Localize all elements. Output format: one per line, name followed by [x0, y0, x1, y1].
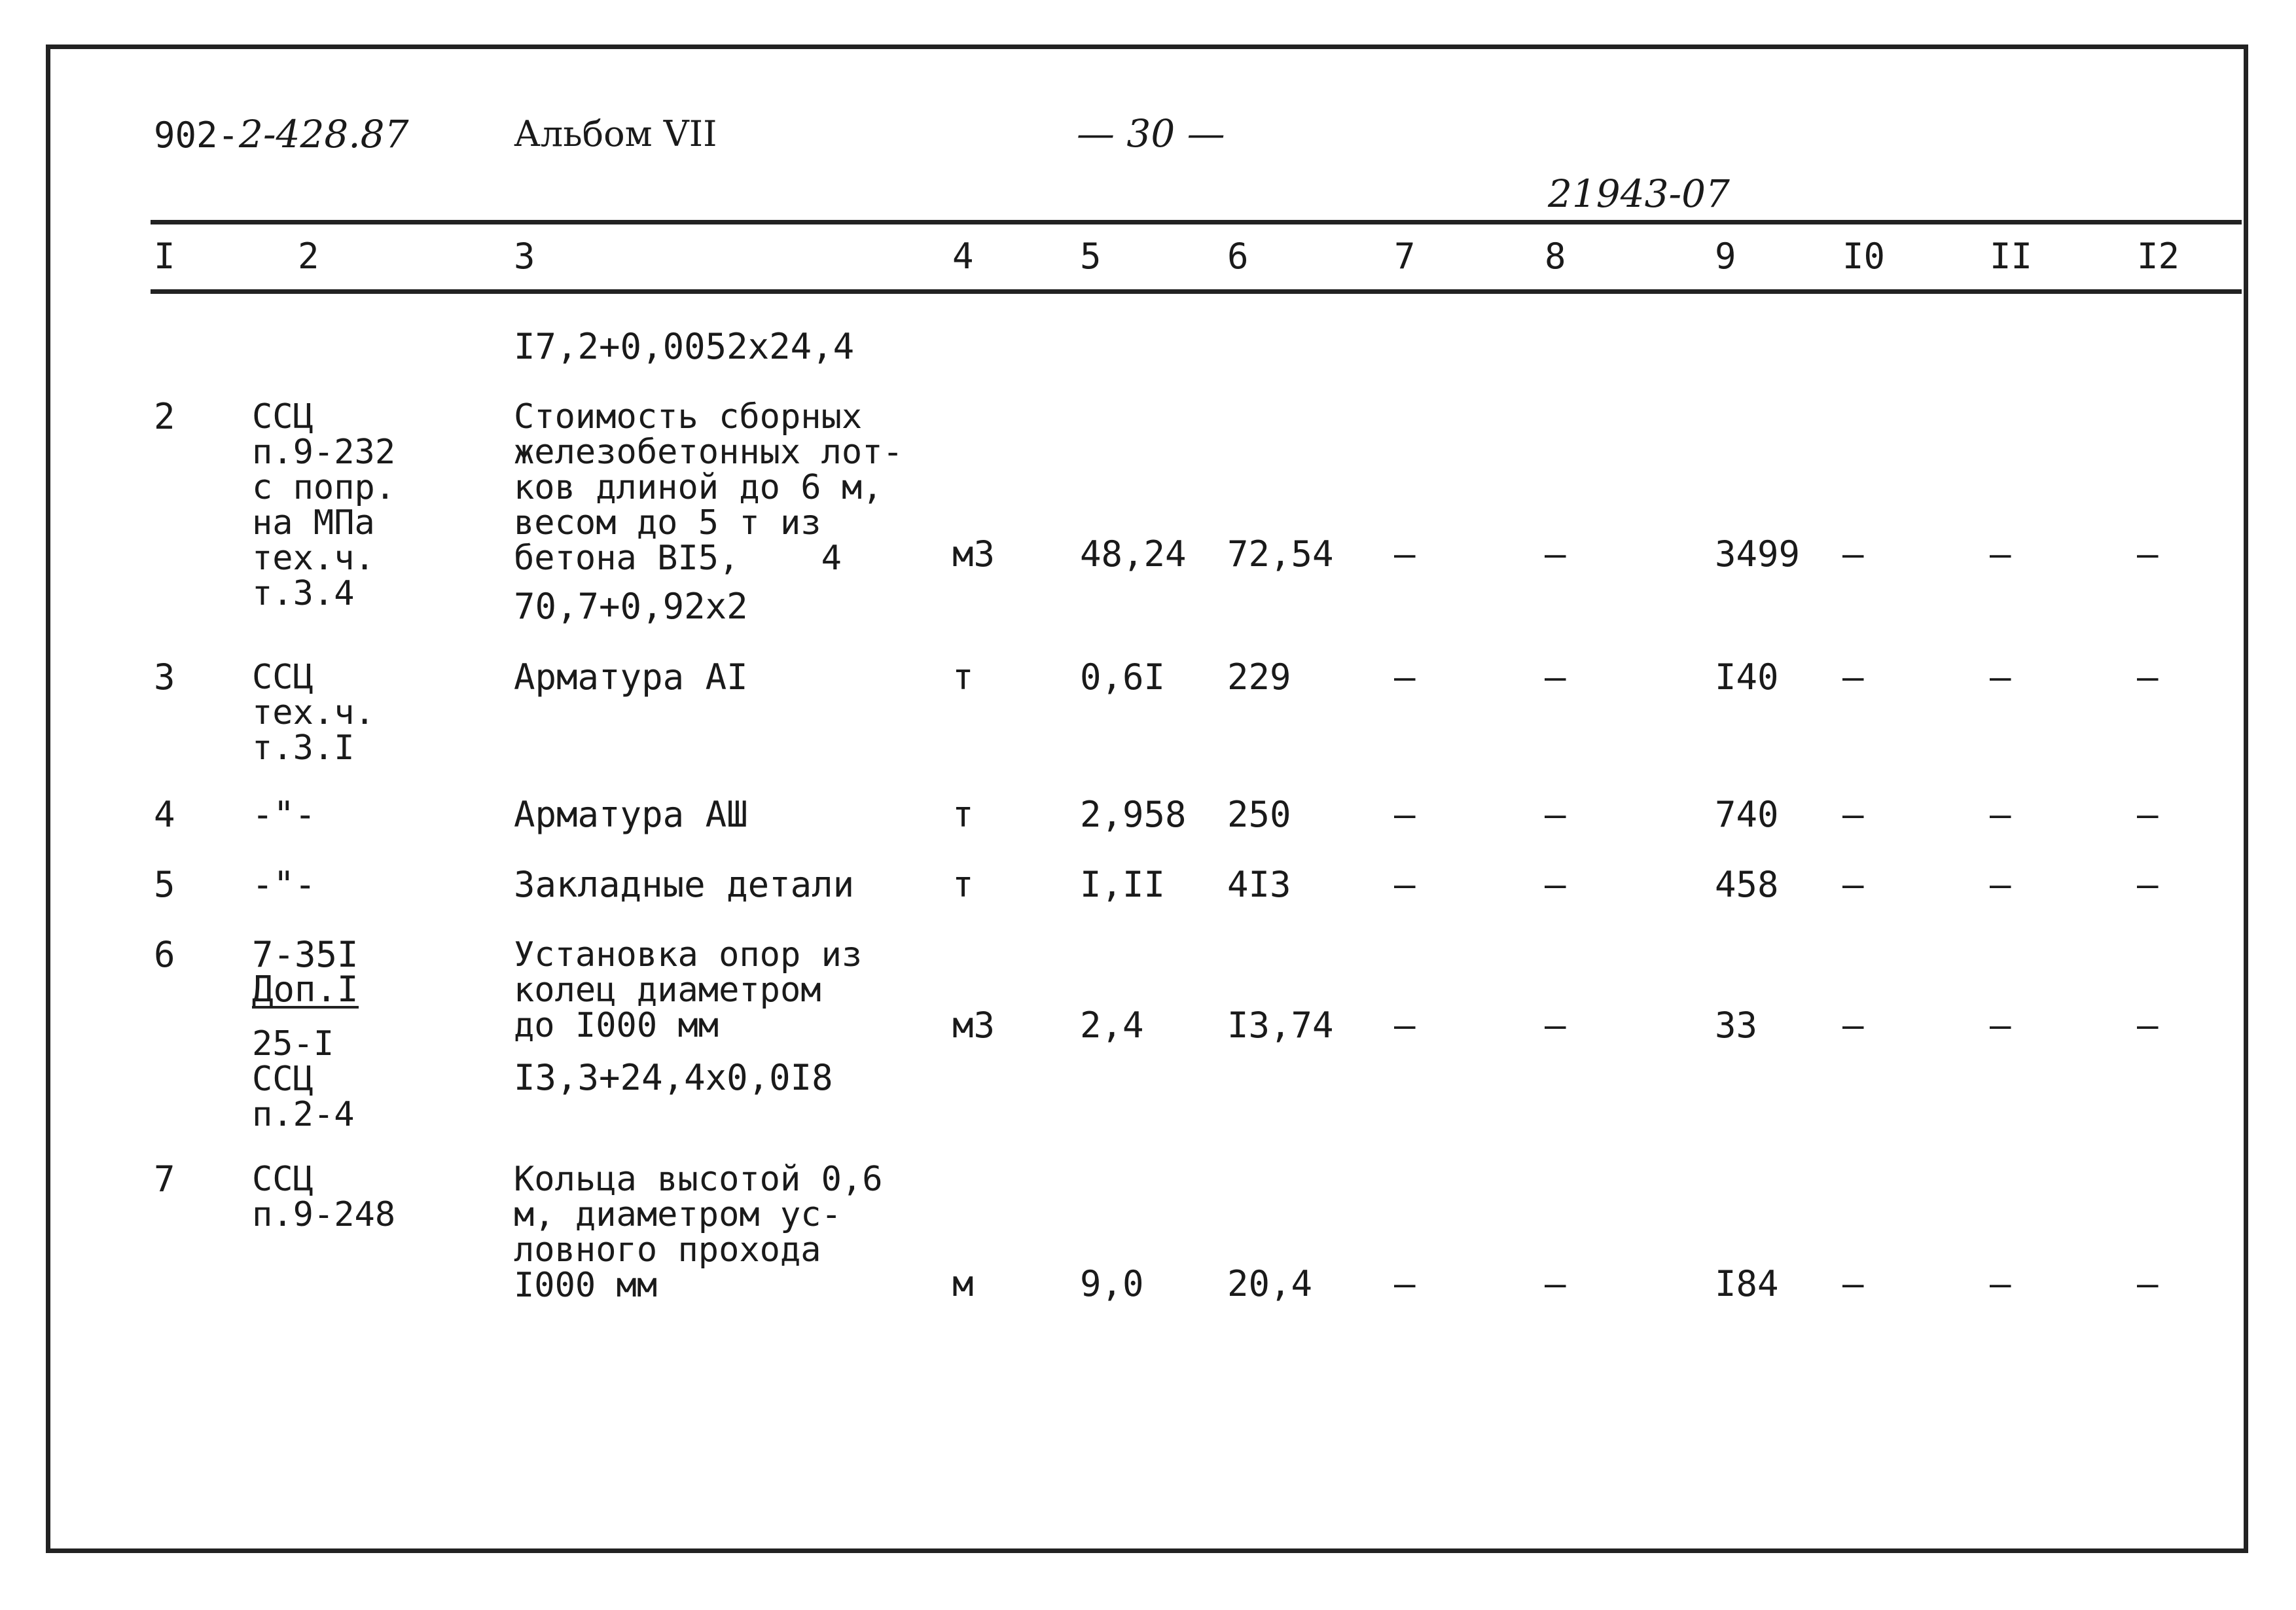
row-number: 3	[154, 656, 175, 698]
row-col11: –	[1990, 1005, 2011, 1046]
row-unit: м3	[952, 533, 996, 575]
row-col12: –	[2137, 864, 2159, 905]
row-col12: –	[2137, 1263, 2159, 1304]
col-header-11: II	[1990, 236, 2033, 277]
col-header-9: 9	[1715, 236, 1736, 277]
row-col11: –	[1990, 533, 2011, 575]
row-quantity: 9,0	[1080, 1263, 1144, 1304]
col-header-7: 7	[1394, 236, 1416, 277]
row-description: Установка опор из колец диаметром до I000 мм	[514, 935, 863, 1045]
row-quantity: 48,24	[1080, 533, 1187, 575]
row-number: 2	[154, 396, 175, 437]
col-header-5: 5	[1080, 236, 1102, 277]
row-reference-underlined: Доп.I	[252, 969, 359, 1010]
row-col10: –	[1842, 1263, 1864, 1304]
row-price: 229	[1227, 656, 1291, 698]
col-header-3: 3	[514, 236, 535, 277]
row-price: 72,54	[1227, 533, 1334, 575]
row-col8: –	[1545, 656, 1566, 698]
row-col10: –	[1842, 656, 1864, 698]
row-unit: т	[952, 864, 974, 905]
row-col11: –	[1990, 656, 2011, 698]
row-number: 5	[154, 864, 175, 905]
row-price: I3,74	[1227, 1005, 1334, 1046]
col-header-1: I	[154, 236, 175, 277]
row-unit: т	[952, 656, 974, 698]
row-col11: –	[1990, 794, 2011, 835]
table-top-rule	[151, 220, 2242, 224]
row-reference: ССЦ п.9-232 с попр. на МПа тех.ч. т.3.4	[252, 397, 396, 613]
row-col8: –	[1545, 533, 1566, 575]
row-col11: –	[1990, 864, 2011, 905]
col-header-10: I0	[1842, 236, 1886, 277]
row-col7: –	[1394, 1005, 1416, 1046]
col-header-8: 8	[1545, 236, 1566, 277]
page-number: — 30 —	[1077, 111, 1225, 156]
row-quantity: 2,958	[1080, 794, 1187, 835]
row-col7: –	[1394, 794, 1416, 835]
row-total: I84	[1715, 1263, 1779, 1304]
row-total: 33	[1715, 1005, 1758, 1046]
row-total: I40	[1715, 656, 1779, 698]
row-col11: –	[1990, 1263, 2011, 1304]
col-header-12: I2	[2137, 236, 2180, 277]
row-total: 458	[1715, 864, 1779, 905]
row-col7: –	[1394, 864, 1416, 905]
row-reference: 25-I ССЦ п.2-4	[252, 1024, 355, 1134]
row-col12: –	[2137, 1005, 2159, 1046]
inventory-number: 21943-07	[1548, 171, 1730, 216]
table-header-rule	[151, 289, 2242, 294]
row-col7: –	[1394, 656, 1416, 698]
doc-code: 902-2-428.87	[154, 112, 409, 156]
row-unit: м3	[952, 1005, 996, 1046]
col-header-6: 6	[1227, 236, 1249, 277]
row-reference-top: 7-35I	[252, 934, 359, 975]
row-description: Кольца высотой 0,6 м, диаметром ус- ловного прохода I000 мм	[514, 1160, 883, 1305]
row-quantity: 0,6I	[1080, 656, 1166, 698]
row-col8: –	[1545, 1263, 1566, 1304]
row-quantity: 2,4	[1080, 1005, 1144, 1046]
row-description: Стоимость сборных железобетонных лот- ков длиной до 6 м, весом до 5 т из бетона BI5, 4	[514, 397, 903, 578]
row-col12: –	[2137, 794, 2159, 835]
row-formula: I3,3+24,4x0,0I8	[514, 1057, 833, 1098]
row-col8: –	[1545, 794, 1566, 835]
row-reference: -"-	[252, 864, 316, 905]
row-number: 7	[154, 1158, 175, 1200]
row-col8: –	[1545, 1005, 1566, 1046]
row-col12: –	[2137, 533, 2159, 575]
row-description: Арматура AШ	[514, 794, 748, 835]
row-number: 6	[154, 934, 175, 975]
row-description: Арматура AI	[514, 656, 748, 698]
formula-line: I7,2+0,0052x24,4	[514, 326, 855, 367]
row-total: 3499	[1715, 533, 1801, 575]
row-col10: –	[1842, 533, 1864, 575]
album-label: Альбом VII	[514, 113, 717, 154]
col-header-4: 4	[952, 236, 974, 277]
row-col10: –	[1842, 1005, 1864, 1046]
row-col7: –	[1394, 1263, 1416, 1304]
row-reference: ССЦ п.9-248	[252, 1160, 396, 1234]
row-price: 4I3	[1227, 864, 1291, 905]
row-price: 250	[1227, 794, 1291, 835]
row-reference: ССЦ тех.ч. т.3.I	[252, 658, 375, 768]
row-reference: -"-	[252, 794, 316, 835]
row-total: 740	[1715, 794, 1779, 835]
col-header-2: 2	[298, 236, 319, 277]
row-col10: –	[1842, 794, 1864, 835]
row-unit: м	[952, 1263, 974, 1304]
row-unit: т	[952, 794, 974, 835]
row-price: 20,4	[1227, 1263, 1313, 1304]
row-col10: –	[1842, 864, 1864, 905]
row-col12: –	[2137, 656, 2159, 698]
row-col7: –	[1394, 533, 1416, 575]
row-number: 4	[154, 794, 175, 835]
row-formula: 70,7+0,92x2	[514, 586, 748, 627]
row-col8: –	[1545, 864, 1566, 905]
row-quantity: I,II	[1080, 864, 1166, 905]
row-description: Закладные детали	[514, 864, 855, 905]
